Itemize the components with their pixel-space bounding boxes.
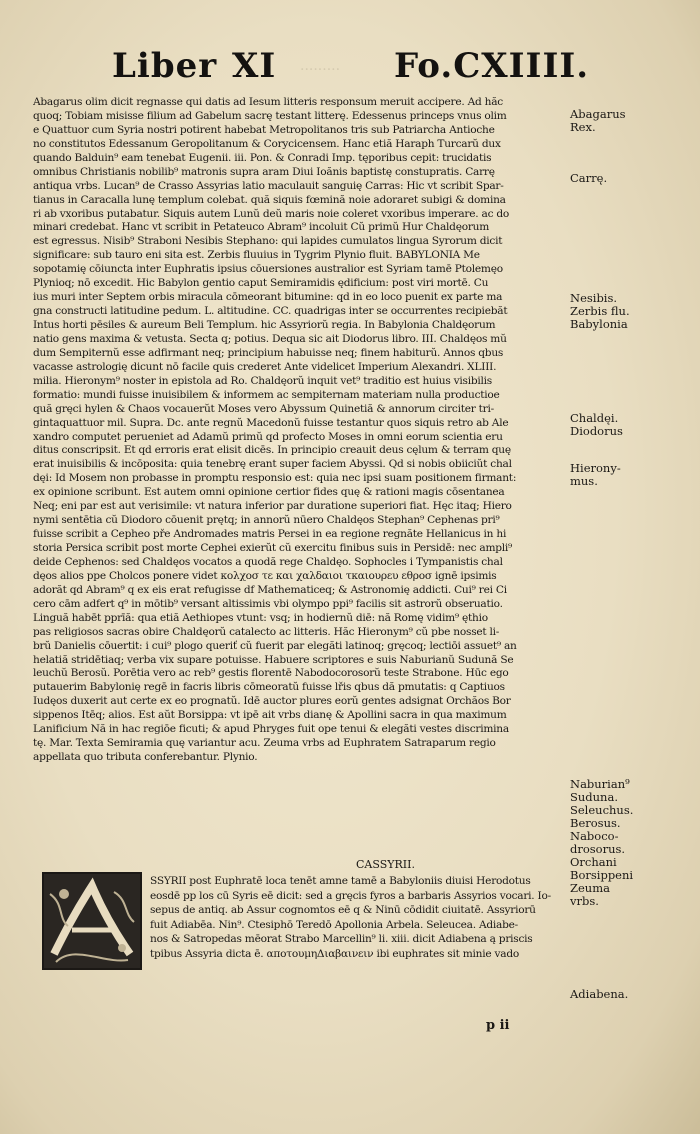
text-line: xandro computet perueniet ad Adamŭ primŭ qd profecto Moses in omni eorum scientia eru bbox=[33, 430, 503, 443]
text-line: antiqua vrbs. Lucan⁹ de Crasso Assyrias latio maculauit sanguię Carras: Hic vt scribit Spar- bbox=[33, 179, 504, 192]
text-line: tianus in Caracalla lunę templum colebat. quă siquis fœmină noie adoraret subigi & domina bbox=[33, 193, 506, 206]
assyrii-text-line: fuit Adiabēa. Nin⁹. Ctesiphō Teredō Apollonia Arbela. Seleucea. Adiabe- bbox=[150, 918, 518, 931]
text-line: quoq; Tobiam misisse filium ad Gabelum sacrę testant litterę. Edessenus princeps vnus olim bbox=[33, 109, 507, 122]
header-liber: Liber bbox=[112, 46, 218, 86]
assyrii-text-line: tpibus Assyria dicta ē. αποτουμηΔιαβαινειν ibi euphrates sit minie vado bbox=[150, 947, 519, 960]
text-line: Neq; eni par est aut verisimile: vt natura inferior par duratione superiori fiat. Hęc itaq; Hiero bbox=[33, 500, 512, 513]
text-line: pas religiosos sacras obire Chaldęorŭ catalecto ac litteris. Hăc Hieronym⁹ cŭ pbe nosset li- bbox=[33, 625, 500, 638]
text-line: sopotamię cōiuncta inter Euphratis ipsius cōuersiones australior est Syriam tamē Ptolemęo bbox=[33, 263, 503, 276]
text-line: Intus horti pēsiles & aureum Beli Templum. hic Assyriorŭ regia. In Babylonia Chaldęorum bbox=[33, 319, 496, 331]
text-line: dęi: Id Mosem non probasse in promptu responsio est: quia nec ipsi suam positionem firmant: bbox=[33, 472, 517, 485]
text-line: gna constructi latitudine pedum. L. altitudine. CC. quadrigas inter se occurrentes recipiebăt bbox=[33, 305, 508, 318]
decorated-initial-a-icon bbox=[42, 872, 142, 970]
text-line: gintaquattuor mil. Supra. Dc. ante regnŭ Macedonŭ fuisse testantur quos siquis retro ab Ale bbox=[33, 416, 509, 429]
printer-signature: p ii bbox=[486, 1018, 510, 1033]
text-line: dęos alios ppe Cholcos ponere videt κολχοσ τε και χαλδαιοι τκαιουρευ εθροσ ignē ipsimis bbox=[33, 569, 497, 582]
header-book-number: XI bbox=[232, 46, 277, 86]
text-line: deide Cephenos: sed Chaldęos vocatos a quodă rege Chaldęo. Sophocles i Tympanistis chal bbox=[33, 555, 503, 568]
section-heading-assyrii: CASSYRII. bbox=[356, 858, 415, 871]
text-line: ditus conscripsit. Et qd erroris erat elisit dicēs. In principio creauit deus cęlum & terram quę bbox=[33, 444, 511, 457]
text-line: Abagarus olim dicit regnasse qui datis ad Iesum litteris responsum meruit accipere. Ad hăc bbox=[33, 96, 503, 108]
assyrii-text-line: nos & Satropedas mēorat Strabo Marcellin⁹ li. xiii. dicit Adiabena ą priscis bbox=[150, 933, 533, 946]
assyrii-text-block bbox=[150, 874, 560, 962]
text-line: Plynioq; nō excedit. Hic Babylon gentio caput Semiramidis ędificium: post viri mortē. Cu bbox=[33, 277, 489, 290]
text-line: Lanificium Nă in hac regiōe ficuti; & apud Phryges fuit ope tenui & elegăti vestes discrimina bbox=[33, 723, 509, 736]
text-line: appellata quo tributa conferebantur. Plynio. bbox=[33, 751, 258, 764]
text-line: e Quattuor cum Syria nostri potirent habebat Metropolitanos tris sub Patriarcha Antioche bbox=[33, 123, 495, 136]
text-line: Iudęos duxerit aut certe ex eo prognatŭ. Idē auctor plures eorŭ gentes adsignat Orchăos Bor bbox=[33, 695, 511, 708]
running-header bbox=[112, 46, 590, 96]
text-line: ex opinione scribunt. Est autem omni opinione certior fides quę & rationi magis cōsentanea bbox=[33, 486, 505, 499]
margin-note: Naburian⁹ Suduna. Seleuchus. Berosus. Naboco- drosorus. Orchani Borsippeni Zeuma vrbs. bbox=[570, 777, 634, 908]
bleed-through-text: ......... bbox=[300, 58, 341, 74]
assyrii-text-line: sepus de antiq. ab Assur cognomtos eē q & Ninū cōdidit ciuitatē. Assyriorū bbox=[150, 904, 536, 917]
text-line: tę. Mar. Texta Semiramia quę variantur acu. Zeuma vrbs ad Euphratem Satraparum regio bbox=[33, 737, 496, 750]
text-line: milia. Hieronym⁹ noster in epistola ad Ro. Chaldęorŭ inquit vet⁹ traditio est huius visibilis bbox=[33, 374, 492, 387]
text-line: quando Balduin⁹ eam tenebat Eugenii. iii. Pon. & Conradi Imp. tęporibus cepit: trucidatis bbox=[33, 151, 492, 164]
margin-note: Abagarus Rex. bbox=[570, 107, 626, 134]
margin-note: Adiabena. bbox=[570, 987, 629, 1001]
text-line: storia Persica scribit post morte Cephei exierŭt cŭ exercitu finibus suis in Persidē: nec ampli⁹ bbox=[33, 542, 513, 554]
text-line: ri ab vxoribus putabatur. Siquis autem Lunŭ deŭ maris noie coleret vxoribus imperare. ac do bbox=[33, 207, 510, 220]
text-line: minari credebat. Hanc vt scribit in Petateuco Abram⁹ incoluit Cŭ primŭ Hur Chaldęorum bbox=[33, 221, 490, 234]
header-folio-number: Fo.CXIIII. bbox=[394, 46, 590, 86]
text-line: nymi sentētia cŭ Diodoro cōuenit prętq; in annorŭ nūero Chaldęos Stephan⁹ Cephenas pri⁹ bbox=[33, 514, 500, 527]
text-line: quă gręci hylen & Chaos vocauerŭt Moses vero Abyssum Quinetiă & annorum circiter tri- bbox=[33, 402, 494, 415]
text-line: est egressus. Nisib⁹ Straboni Nesibis Stephano: qui lapides cumulatos lingua Syrorum dicit bbox=[33, 235, 503, 248]
text-line: natio gens maxima & vetusta. Secta q; potius. Dequa sic ait Diodorus libro. III. Chaldęos mŭ bbox=[33, 332, 507, 345]
text-line: significare: sub tauro eni sita est. Zerbis fluuius in Tygrim Plynio fluit. BABYLONIA Me bbox=[33, 249, 480, 262]
margin-note: Nesibis. Zerbis flu. Babylonia bbox=[570, 291, 630, 331]
text-line: fuisse scribit a Cepheo pře Andromades matris Persei in ea regione regnăte Hellanicus in hi bbox=[33, 528, 507, 541]
text-line: erat inuisibilis & incōposita: quia tenebrę erant super faciem Abyssi. Qd si nobis obiiciŭt chal bbox=[33, 458, 512, 471]
assyrii-text-line: SSYRII post Euphratē loca tenēt amne tamē a Babyloniis diuisi Herodotus bbox=[150, 875, 531, 887]
text-line: dum Sempiternŭ esse adfirmant neq; principium habuisse neq; finem habiturŭ. Annos qbus bbox=[33, 346, 504, 359]
text-line: no constitutos Edessanum Geropolitanum & Corycicensem. Hanc etiă Haraph Turcarŭ dux bbox=[33, 137, 501, 150]
text-line: adorăt qd Abram⁹ q ex eis erat refugisse df Mathematiceq; & Astronomię addicti. Cui⁹ rei Ci bbox=[33, 583, 507, 596]
text-line: putauerim Babylonię regē in facris libris cōmeoratŭ fuisse lřis qbus dă pmutatis: q Captiuos bbox=[33, 681, 505, 694]
text-line: vacasse astrologię dicunt nō facile quis crederet Ante videlicet Imperium Alexandri. XLIII. bbox=[33, 360, 497, 373]
text-line: Linguă habēt pprīă: qua etiă Aethiopes vtunt: vsq; in hodiernŭ diē: nă Romę vidim⁹ ęthio bbox=[33, 611, 488, 624]
text-line: brŭ Danielis cōuertit: i cui⁹ plogo queriť cŭ fuerit par elegăti latinoq; gręcoq; lectiōi assuet⁹ an bbox=[33, 639, 517, 652]
assyrii-text-line: eosdē pp los cū Syris eē dicit: sed a gręcis fyros a barbaris Assyrios vocari. Io- bbox=[150, 889, 551, 902]
text-line: helatiă stridētiaq; verba vix supare potuisse. Habuere scriptores e suis Naburianŭ Sudună Se bbox=[33, 653, 514, 666]
initial-a-ornament-icon bbox=[44, 874, 140, 968]
margin-note: Carrę. bbox=[570, 171, 608, 185]
text-line: formatio: mundi fuisse inuisibilem & informem ac sempiternam materiam nulla productioe bbox=[33, 388, 500, 401]
text-line: cero cām adfert q⁹ in mōtib⁹ versant altissimis vbi olympo ppi⁹ facilis sit astrorŭ obseruatio. bbox=[33, 597, 503, 610]
text-line: leuchŭ Berosŭ. Porētia vero ac reb⁹ gestis florentē Nabodocorosorŭ teste Strabone. Hūc ego bbox=[33, 667, 509, 680]
text-line: ius muri inter Septem orbis miracula cōmeorant bitumine: qd in eo loco puenit ex parte ma bbox=[33, 291, 503, 304]
main-text-block bbox=[33, 96, 567, 765]
text-line: omnibus Christianis nobilib⁹ matronis supra aram Diui Ioănis baptistę constupratis. Carrę bbox=[33, 165, 495, 178]
text-line: sippenos Itēq; alios. Est aŭt Borsippa: vt ipē ait vrbs dianę & Apollini sacra in qua maximum bbox=[33, 709, 507, 722]
margin-note: Chaldęi. Diodorus bbox=[570, 411, 623, 438]
margin-note: Hierony- mus. bbox=[570, 461, 621, 488]
